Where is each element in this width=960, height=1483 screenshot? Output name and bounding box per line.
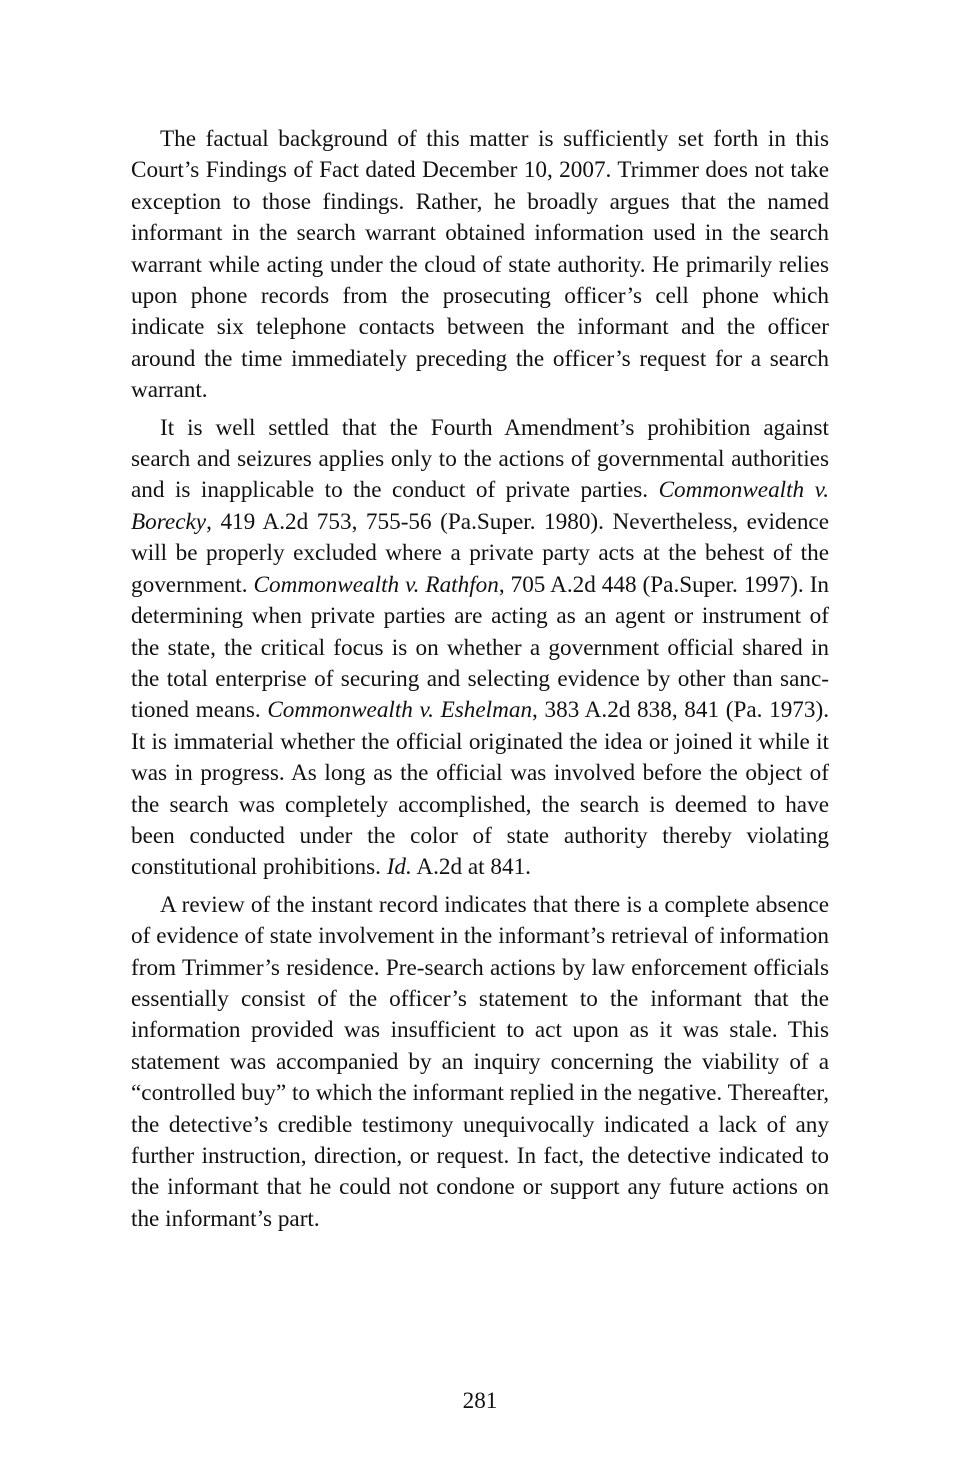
- text-segment: , 419 A.2d 753, 755-56 (Pa.Super. 1980). Nevertheless, evidence will be properly excluded where a private party acts at the behest of the government.: [131, 508, 829, 598]
- paragraph-record-review: [131, 890, 829, 1235]
- document-body: [131, 124, 829, 1241]
- text-segment: The factual background of this matter is sufficiently set forth in this Court’s Findings of Fact dated December 10, 2007. Trimmer does not take exception to those findings. Rather, he broadly argues that the named informant in the search warrant obtained information used in the search warrant while acting under the cloud of state authority. He primarily relies upon phone records from the prosecuting officer’s cell phone which indicate six telephone contacts between the informant and the officer around the time immediately preceding the officer’s request for a search warrant.: [131, 126, 829, 404]
- case-citation: Commonwealth v. Rathfon: [253, 571, 499, 598]
- paragraph-fourth-amendment: [131, 413, 829, 884]
- page-number: 281: [462, 1388, 498, 1414]
- text-segment: It is well settled that the Fourth Amendment’s prohibition against search and seizures applies only to the actions of governmental authorities and is inapplicable to the conduct of private parties.: [131, 414, 829, 504]
- paragraph-factual-background: [131, 124, 829, 407]
- text-segment: , 383 A.2d 838, 841 (Pa. 1973). It is immaterial whether the official originated the idea or joined it while it was in progress. As long as the official was involved before the object of the search was completely accomplished, the search is deemed to have been conducted under the color of state authority thereby violating constitutional prohibitions.: [131, 697, 829, 881]
- text-segment: A.2d at 841.: [411, 854, 531, 881]
- text-segment: , 705 A.2d 448 (Pa.Super. 1997). In determining when private parties are acting as an agent or instrument of the state, the critical focus is on whether a government official shared in the total enterprise of securing and selecting evidence by other than sanctioned means.: [131, 571, 830, 724]
- case-citation: Commonwealth v. Borecky: [131, 477, 829, 535]
- case-citation: Commonwealth v. Eshelman: [267, 697, 533, 724]
- case-citation: Id.: [386, 854, 412, 881]
- text-segment: A review of the instant record indicates that there is a complete absence of evidence of state involvement in the informant’s retrieval of information from Trimmer’s residence. Pre-search actions by law enforcement officials essentially consist of the officer’s statement to the informant that the information provided was insufficient to act upon as it was stale. This statement was accompanied by an inquiry concerning the viability of a “controlled buy” to which the informant replied in the negative. Thereafter, the detective’s credible testimony unequivocally indicated a lack of any further instruction, direction, or request. In fact, the detective indicated to the informant that he could not condone or support any future actions on the informant’s part.: [131, 891, 829, 1232]
